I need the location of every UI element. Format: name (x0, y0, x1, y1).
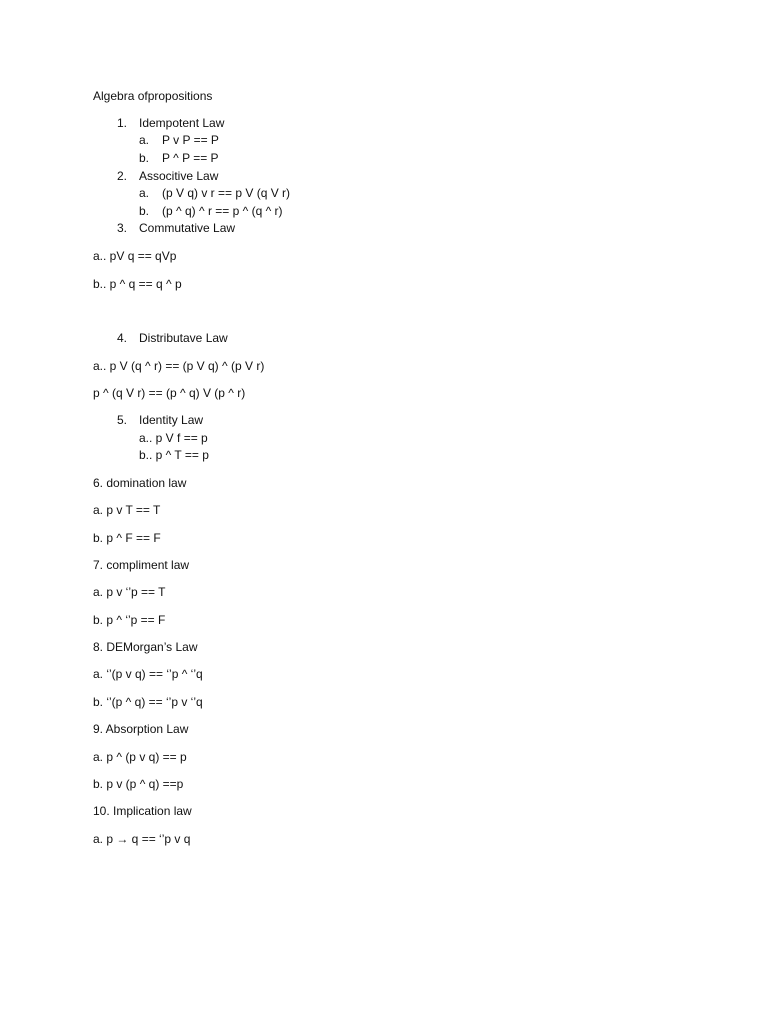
law-line: a. p v ‘’p == T (93, 585, 166, 599)
law-line: b. p ^ ‘’p == F (93, 613, 166, 627)
list-item-number: 5. (116, 413, 127, 427)
law-line: a. p v T == T (93, 503, 161, 517)
list-item-label: Idempotent Law (139, 116, 225, 130)
law-heading: 8. DEMorgan’s Law (93, 640, 198, 654)
law-line: b. p ^ F == F (93, 531, 161, 545)
list-item-label: Commutative Law (139, 221, 236, 235)
law-line: a. p → q == ‘’p v q (93, 832, 191, 846)
law-line: a. p ^ (p v q) == p (93, 750, 187, 764)
law-line: a.. p V (q ^ r) == (p V q) ^ (p V r) (93, 359, 265, 373)
list-item-number: 2. (116, 169, 127, 183)
sub-item-marker: b. (139, 151, 150, 165)
sub-item-text: a.. p V f == p (139, 431, 208, 445)
law-heading: 7. compliment law (93, 558, 190, 572)
list-item-label: Identity Law (139, 413, 204, 427)
list-item-number: 4. (116, 331, 127, 345)
sub-item-text: P v P == P (162, 133, 219, 147)
law-line: a. ‘’(p v q) == ‘’p ^ ‘’q (93, 667, 203, 681)
sub-item-text: (p V q) v r == p V (q V r) (162, 186, 291, 200)
law-line: p ^ (q V r) == (p ^ q) V (p ^ r) (93, 386, 246, 400)
sub-item-text: (p ^ q) ^ r == p ^ (q ^ r) (162, 204, 283, 218)
law-line: b.. p ^ q == q ^ p (93, 277, 182, 291)
law-line: a.. pV q == qVp (93, 249, 177, 263)
sub-item-marker: b. (139, 204, 150, 218)
list-item-label: Distributave Law (139, 331, 228, 345)
law-heading: 10. Implication law (93, 804, 192, 818)
law-heading: 6. domination law (93, 476, 187, 490)
law-line: b. p v (p ^ q) ==p (93, 777, 184, 791)
page-title: Algebra ofpropositions (93, 89, 213, 103)
law-line: b. ‘’(p ^ q) == ‘’p v ‘’q (93, 695, 203, 709)
list-item-label: Associtive Law (139, 169, 219, 183)
sub-item-marker: a. (139, 133, 150, 147)
sub-item-text: b.. p ^ T == p (139, 448, 209, 462)
list-item-number: 1. (116, 116, 127, 130)
sub-item-marker: a. (139, 186, 150, 200)
list-item-number: 3. (116, 221, 127, 235)
law-heading: 9. Absorption Law (93, 722, 189, 736)
sub-item-text: P ^ P == P (162, 151, 219, 165)
